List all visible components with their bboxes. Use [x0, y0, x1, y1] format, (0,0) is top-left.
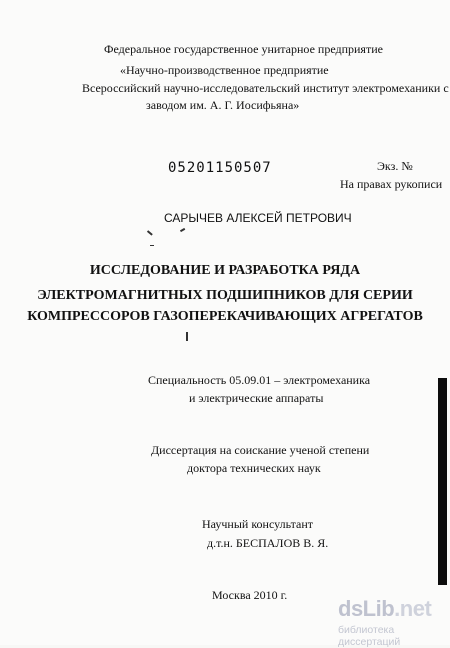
degree-line-1: Диссертация на соискание ученой степени: [151, 443, 370, 457]
watermark-logo-tld: .net: [394, 596, 432, 621]
organization-line-1: Федеральное государственное унитарное предприятие: [104, 42, 383, 56]
scan-artifact: [147, 230, 153, 235]
scan-artifact: [186, 332, 188, 341]
manuscript-rights-note: На правах рукописи: [340, 177, 443, 191]
degree-line-2: доктора технических наук: [187, 461, 321, 475]
copy-number-label: Экз. №: [377, 159, 413, 173]
organization-line-2: «Научно-производственное предприятие: [120, 63, 329, 77]
scan-edge-bar: [438, 378, 447, 585]
watermark-subtitle: библиотека диссертаций: [338, 624, 401, 648]
watermark-logo: [338, 598, 431, 620]
author-name: САРЫЧЕВ АЛЕКСЕЙ ПЕТРОВИЧ: [164, 211, 352, 225]
registration-number: 05201150507: [168, 160, 272, 176]
organization-line-3: Всероссийский научно-исследовательский институт электромеханики с: [82, 81, 449, 95]
consultant-label: Научный консультант: [202, 517, 313, 531]
dissertation-title-line-2: ЭЛЕКТРОМАГНИТНЫХ ПОДШИПНИКОВ ДЛЯ СЕРИИ: [37, 288, 413, 303]
scan-artifact: [150, 245, 154, 246]
specialty-line-2: и электрические аппараты: [189, 391, 324, 405]
city-year: Москва 2010 г.: [212, 588, 288, 602]
organization-line-4: заводом им. А. Г. Иосифьяна»: [146, 98, 300, 112]
dissertation-title-line-1: ИССЛЕДОВАНИЕ И РАЗРАБОТКА РЯДА: [89, 263, 361, 278]
scan-artifact: [180, 228, 185, 232]
watermark-logo-main: dsLib: [338, 596, 395, 621]
dissertation-title-line-3: КОМПРЕССОРОВ ГАЗОПЕРЕКАЧИВАЮЩИХ АГРЕГАТОВ: [27, 309, 423, 324]
consultant-name: д.т.н. БЕСПАЛОВ В. Я.: [207, 536, 329, 550]
specialty-line-1: Специальность 05.09.01 – электромеханика: [148, 373, 371, 387]
